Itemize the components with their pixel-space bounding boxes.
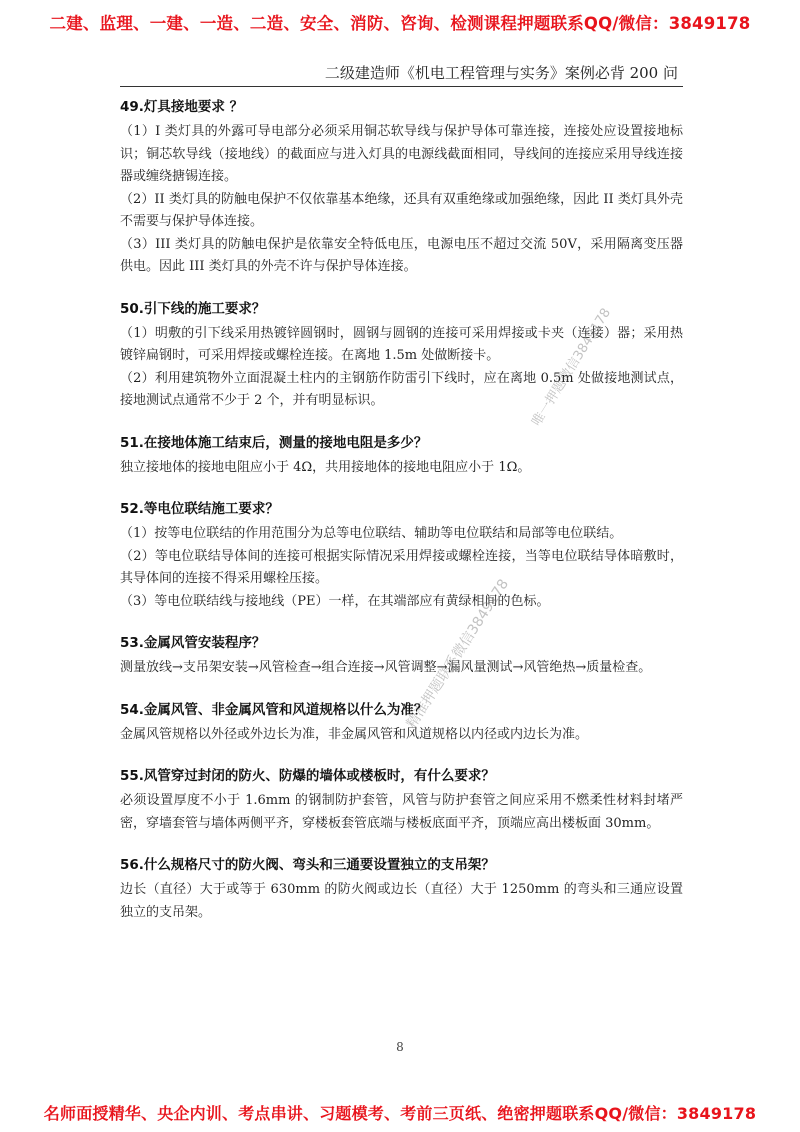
watermark-text: 精准押题联系微信3849178 [403,576,513,732]
answer-53-1: 测量放线→支吊架安装→风管检查→组合连接→风管调整→漏风量测试→风管绝热→质量检查。 [120,660,652,675]
answer-49-3: （3）III 类灯具的防触电保护是依靠安全特低电压，电源电压不超过交流 50V，采用隔离变压器供电。因此 III 类灯具的外壳不许与保护导体连接。 [120,236,683,274]
page-number: 8 [396,1040,404,1054]
qa-item-53 [120,634,683,680]
answer-50-2: （2）利用建筑物外立面混凝土柱内的主钢筋作防雷引下线时，应在离地 0.5m 处做接地测试点，接地测试点通常不少于 2 个，并有明显标识。 [120,370,683,408]
qa-item-56 [120,856,683,924]
question-55: 55.风管穿过封闭的防火、防爆的墙体或楼板时，有什么要求？ [120,768,495,784]
answer-52-3: （3）等电位联结线与接地线（PE）一样，在其端部应有黄绿相间的色标。 [120,593,550,609]
qa-item-52 [120,500,683,613]
top-promo-banner: 二建、监理、一建、一造、二造、安全、消防、咨询、检测课程押题联系QQ/微信：3849178 [49,14,751,33]
question-54: 54.金属风管、非金属风管和风道规格以什么为准？ [120,701,428,718]
bottom-promo-banner: 名师面授精华、央企内训、考点串讲、习题模考、考前三页纸、绝密押题联系QQ/微信：3849178 [43,1104,757,1123]
answer-49-2: （2）II 类灯具的防触电保护不仅依靠基本绝缘，还具有双重绝缘或加强绝缘，因此 II 类灯具外壳不需要与保护导体连接。 [120,191,683,229]
question-51: 51.在接地体施工结束后，测量的接地电阻是多少？ [120,434,428,451]
page-content [120,98,683,945]
answer-52-1: （1）按等电位联结的作用范围分为总等电位联结、辅助等电位联结和局部等电位联结。 [120,526,623,541]
answer-55-1: 必须设置厚度不小于 1.6mm 的钢制防护套管，风管与防护套管之间应采用不燃柔性材料封堵严密，穿墙套管与墙体两侧平齐，穿楼板套管底端与楼板底面平齐，顶端应高出楼板面 30mm。 [120,793,683,831]
answer-56-1: 边长（直径）大于或等于 630mm 的防火阀或边长（直径）大于 1250mm 的弯头和三通应设置独立的支吊架。 [120,882,683,920]
question-56: 56.什么规格尺寸的防火阀、弯头和三通要设置独立的支吊架？ [120,857,495,873]
question-50: 50.引下线的施工要求？ [120,300,266,317]
answer-50-1: （1）明敷的引下线采用热镀锌圆钢时，圆钢与圆钢的连接可采用焊接或卡夹（连接）器；采用热镀锌扁钢时，可采用焊接或螺栓连接。在离地 1.5m 处做断接卡。 [120,325,683,363]
qa-item-51 [120,434,683,480]
running-header: 二级建造师《机电工程管理与实务》案例必背 200 问 [324,64,678,82]
question-49: 49.灯具接地要求 ？ [120,99,244,115]
question-52: 52.等电位联结施工要求？ [120,501,279,517]
answer-52-2: （2）等电位联结导体间的连接可根据实际情况采用焊接或螺栓连接，当等电位联结导体暗敷时，其导体间的连接不得采用螺栓压接。 [120,548,683,586]
watermark-text: 唯一押题微信3849178 [529,305,615,429]
question-53: 53.金属风管安装程序？ [120,635,266,651]
answer-49-1: （1）I 类灯具的外露可导电部分必须采用铜芯软导线与保护导体可靠连接，连接处应设置接地标识；铜芯软导线（接地线）的截面应与进入灯具的电源线截面相同，导线间的连接应采用导线连接器或缠绕搪锡连接。 [120,124,683,184]
qa-item-55 [120,767,683,835]
header-rule [120,86,683,87]
qa-item-49 [120,98,683,279]
answer-51-1: 独立接地体的接地电阻应小于 4Ω，共用接地体的接地电阻应小于 1Ω。 [120,459,531,475]
answer-54-1: 金属风管规格以外径或外边长为准，非金属风管和风道规格以内径或内边长为准。 [120,726,589,742]
qa-item-54 [120,701,683,747]
